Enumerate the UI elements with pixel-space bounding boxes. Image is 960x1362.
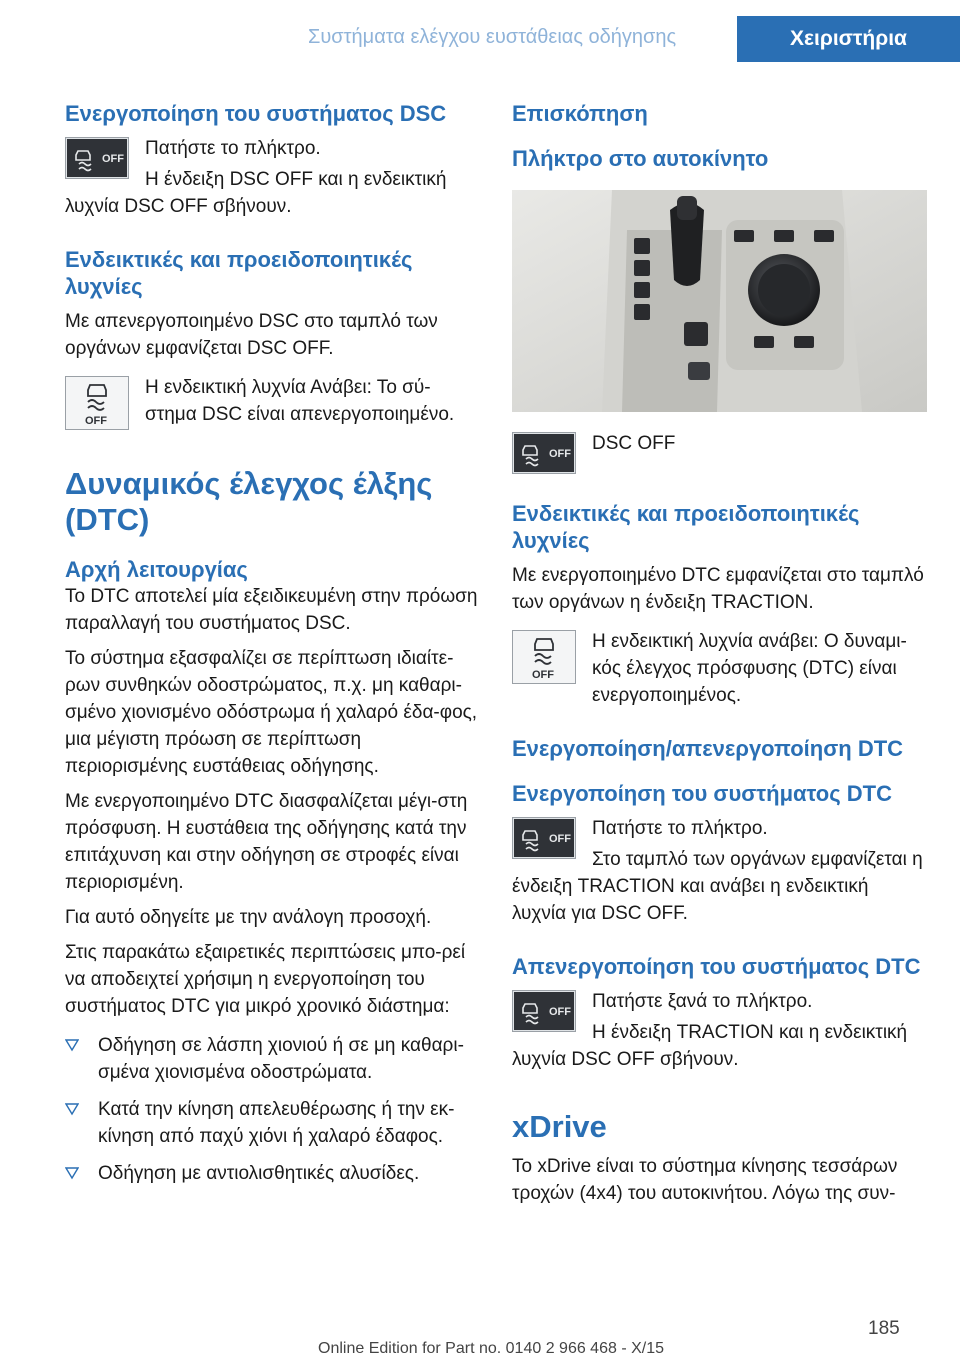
dsc-off-button-icon	[512, 432, 576, 474]
button-heading: Πλήκτρο στο αυτοκίνητο	[512, 146, 769, 171]
principle-text-5: Στις παρακάτω εξαιρετικές περιπτώσεις μπο-ρεί να αποδειχτεί χρήσιμη η ενεργοποίηση του συστήματος DTC για μικρό χρονικό διάστημα:	[65, 942, 466, 1017]
list-item	[65, 1160, 480, 1187]
dtc-on-step: Πατήστε το πλήκτρο.	[592, 818, 768, 839]
page-number: 185	[868, 1318, 900, 1339]
svg-text:OFF: OFF	[102, 153, 124, 165]
principle-heading: Αρχή λειτουργίας	[65, 557, 248, 582]
dtc-title: Δυναμικός έλεγχος έλξης (DTC)	[65, 466, 433, 537]
principle-text-4: Για αυτό οδηγείτε με την ανάλογη προσοχή.	[65, 907, 432, 928]
svg-text:OFF: OFF	[549, 833, 571, 845]
edition-footer: Online Edition for Part no. 0140 2 966 468 - X/15	[318, 1340, 665, 1357]
dsc-off-button-icon	[512, 990, 576, 1032]
dtc-off-result: Η ένδειξη TRACTION και η ενδεικτική λυχνία DSC OFF σβήνουν.	[512, 1022, 908, 1070]
left-column	[65, 100, 480, 1197]
dtc-off-heading: Απενεργοποίηση του συστήματος DTC	[512, 954, 921, 979]
warning-lamps-text: Με απενεργοποιημένο DSC στο ταμπλό των οργάνων εμφανίζεται DSC OFF.	[65, 311, 438, 359]
dsc-on-step: Πατήστε το πλήκτρο.	[145, 138, 321, 159]
dsc-off-button-icon	[512, 817, 576, 859]
dtc-on-heading: Ενεργοποίηση του συστήματος DTC	[512, 781, 892, 806]
dsc-off-label: DSC OFF	[592, 433, 676, 454]
xdrive-text: Το xDrive είναι το σύστημα κίνησης τεσσάρων τροχών (4x4) του αυτοκινήτου. Λόγω της συν-	[512, 1156, 898, 1204]
warning-lamps-heading: Ενδεικτικές και προειδοποιητικές λυχνίες	[512, 501, 860, 553]
list-item	[65, 1096, 480, 1150]
dsc-on-heading: Ενεργοποίηση του συστήματος DSC	[65, 101, 447, 126]
bullet-triangle-icon	[65, 1102, 79, 1116]
list-item	[65, 1032, 480, 1086]
overview-heading: Επισκόπηση	[512, 101, 648, 126]
svg-text:OFF: OFF	[532, 669, 554, 681]
lamp-lit-text: Η ενδεικτική λυχνία ανάβει: Ο δυναμι-κός έλεγχος πρόσφυσης (DTC) είναι ενεργοποιημένος.	[592, 631, 907, 706]
dtc-toggle-heading: Ενεργοποίηση/απενεργοποίηση DTC	[512, 736, 904, 761]
chapter-tab[interactable]: Χειριστήρια	[737, 16, 960, 62]
center-console-photo	[512, 190, 927, 412]
dtc-on-result: Στο ταμπλό των οργάνων εμφανίζεται η ένδειξη TRACTION και ανάβει η ενδεικτική λυχνία για DSC OFF.	[512, 849, 923, 924]
list-item-text: Οδήγηση σε λάσπη χιονιού ή σε μη καθαρι-σμένα χιονισμένα οδοστρώματα.	[98, 1035, 464, 1083]
section-title: Συστήματα ελέγχου ευστάθειας οδήγησης	[308, 26, 677, 48]
bullet-triangle-icon	[65, 1166, 79, 1180]
principle-text-1: Το DTC αποτελεί μία εξειδικευμένη στην πρόωση παραλλαγή του συστήματος DSC.	[65, 586, 478, 634]
dsc-off-warning-lamp-icon	[512, 630, 576, 684]
list-item-text: Οδήγηση με αντιολισθητικές αλυσίδες.	[98, 1163, 420, 1184]
list-item-text: Κατά την κίνηση απελευθέρωσης ή την εκ-κίνηση από παχύ χιόνι ή χαλαρό έδαφος.	[98, 1099, 455, 1147]
dsc-off-button-icon	[65, 137, 129, 179]
xdrive-title: xDrive	[512, 1109, 607, 1144]
warning-lamps-heading: Ενδεικτικές και προειδοποιητικές λυχνίες	[65, 247, 413, 299]
dsc-on-result: Η ένδειξη DSC OFF και η ενδεικτική λυχνία DSC OFF σβήνουν.	[65, 169, 447, 217]
dsc-off-warning-lamp-icon	[65, 376, 129, 430]
principle-text-2: Το σύστημα εξασφαλίζει σε περίπτωση ιδιαίτε-ρων συνθηκών οδοστρώματος, π.χ. μη καθαρι-σμένο χιονισμένο οδόστρωμα ή χαλαρό έδα-φος, μια μέγιστη πρόωση σε περίπτωση περιορισμένης ευστάθειας οδήγησης.	[65, 648, 478, 777]
right-column	[512, 100, 927, 1207]
dtc-off-step: Πατήστε ξανά το πλήκτρο.	[592, 991, 813, 1012]
svg-text:OFF: OFF	[549, 448, 571, 460]
page-header	[0, 0, 960, 62]
svg-text:OFF: OFF	[85, 415, 107, 427]
warning-lamps-text: Με ενεργοποιημένο DTC εμφανίζεται στο ταμπλό των οργάνων η ένδειξη TRACTION.	[512, 565, 924, 613]
situations-list	[65, 1032, 480, 1187]
lamp-lit-text: Η ενδεικτική λυχνία Ανάβει: Το σύ-στημα DSC είναι απενεργοποιημένο.	[145, 377, 455, 425]
bullet-triangle-icon	[65, 1038, 79, 1052]
principle-text-3: Με ενεργοποιημένο DTC διασφαλίζεται μέγι-στη πρόσφυση. Η ευστάθεια της οδήγησης κατά την επιτάχυνση και στην οδήγηση σε στροφές είναι περιορισμένη.	[65, 791, 468, 893]
svg-text:OFF: OFF	[549, 1006, 571, 1018]
